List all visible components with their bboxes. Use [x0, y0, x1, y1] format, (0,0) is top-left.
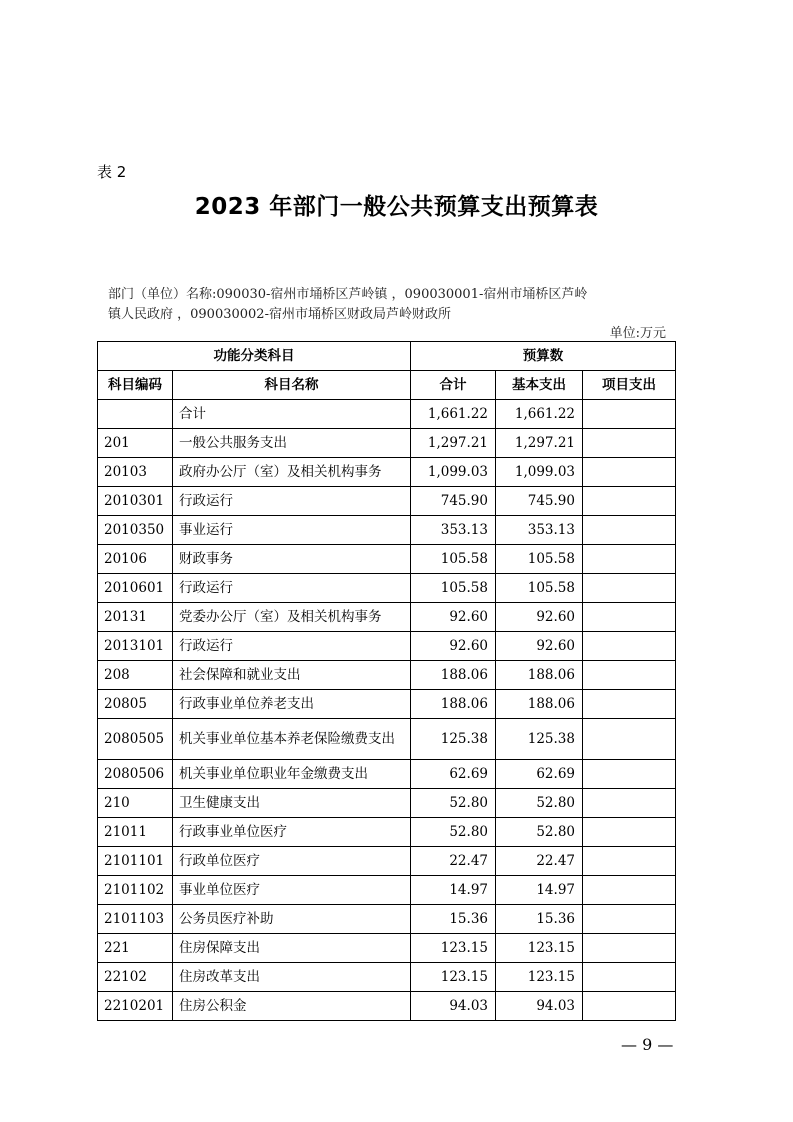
cell-name: 财政事务	[173, 545, 411, 574]
page-number: — 9 —	[621, 1035, 674, 1054]
cell-name: 行政运行	[173, 487, 411, 516]
cell-project	[583, 760, 676, 789]
cell-total: 125.38	[411, 719, 496, 760]
cell-basic: 94.03	[496, 992, 583, 1021]
table-row	[98, 545, 676, 574]
budget-table	[97, 341, 676, 1021]
cell-code: 221	[98, 934, 173, 963]
cell-code: 201	[98, 429, 173, 458]
cell-total: 105.58	[411, 545, 496, 574]
cell-project	[583, 429, 676, 458]
cell-basic: 92.60	[496, 632, 583, 661]
cell-total: 22.47	[411, 847, 496, 876]
cell-project	[583, 458, 676, 487]
table-row	[98, 429, 676, 458]
cell-project	[583, 545, 676, 574]
cell-name: 公务员医疗补助	[173, 905, 411, 934]
cell-total: 188.06	[411, 661, 496, 690]
table-label: 表 2	[97, 163, 127, 181]
cell-name: 行政运行	[173, 632, 411, 661]
cell-total: 92.60	[411, 632, 496, 661]
cell-basic: 62.69	[496, 760, 583, 789]
cell-project	[583, 876, 676, 905]
cell-total: 745.90	[411, 487, 496, 516]
cell-project	[583, 905, 676, 934]
cell-name: 机关事业单位职业年金缴费支出	[173, 760, 411, 789]
cell-basic: 52.80	[496, 818, 583, 847]
cell-basic: 15.36	[496, 905, 583, 934]
table-row	[98, 487, 676, 516]
cell-code: 20103	[98, 458, 173, 487]
cell-total: 123.15	[411, 934, 496, 963]
header-basic: 基本支出	[496, 371, 583, 400]
cell-basic: 353.13	[496, 516, 583, 545]
cell-name: 卫生健康支出	[173, 789, 411, 818]
cell-code: 2101103	[98, 905, 173, 934]
cell-total: 353.13	[411, 516, 496, 545]
cell-name: 机关事业单位基本养老保险缴费支出	[173, 719, 411, 760]
cell-total: 1,297.21	[411, 429, 496, 458]
cell-basic: 14.97	[496, 876, 583, 905]
cell-project	[583, 934, 676, 963]
cell-code: 2010301	[98, 487, 173, 516]
cell-name: 事业运行	[173, 516, 411, 545]
cell-name: 行政单位医疗	[173, 847, 411, 876]
cell-name: 住房改革支出	[173, 963, 411, 992]
cell-name: 住房公积金	[173, 992, 411, 1021]
cell-project	[583, 487, 676, 516]
cell-basic: 123.15	[496, 963, 583, 992]
cell-basic: 123.15	[496, 934, 583, 963]
cell-basic: 188.06	[496, 661, 583, 690]
cell-total: 105.58	[411, 574, 496, 603]
cell-code	[98, 400, 173, 429]
cell-total: 14.97	[411, 876, 496, 905]
cell-basic: 22.47	[496, 847, 583, 876]
cell-name: 一般公共服务支出	[173, 429, 411, 458]
cell-code: 2210201	[98, 992, 173, 1021]
cell-name: 行政运行	[173, 574, 411, 603]
department-line: 部门（单位）名称:090030-宿州市埇桥区芦岭镇 ，090030001-宿州市埇桥区芦岭镇人民政府 ，090030002-宿州市埇桥区财政局芦岭财政所	[108, 287, 588, 322]
table-row	[98, 400, 676, 429]
cell-total: 94.03	[411, 992, 496, 1021]
cell-basic: 188.06	[496, 690, 583, 719]
cell-project	[583, 719, 676, 760]
cell-basic: 1,297.21	[496, 429, 583, 458]
table-row	[98, 516, 676, 545]
cell-name: 政府办公厅（室）及相关机构事务	[173, 458, 411, 487]
table-row	[98, 574, 676, 603]
cell-project	[583, 818, 676, 847]
cell-code: 2101101	[98, 847, 173, 876]
header-budget-group: 预算数	[411, 342, 676, 371]
cell-project	[583, 632, 676, 661]
cell-name: 行政事业单位医疗	[173, 818, 411, 847]
cell-project	[583, 690, 676, 719]
cell-basic: 105.58	[496, 574, 583, 603]
header-total: 合计	[411, 371, 496, 400]
page-title: 2023 年部门一般公共预算支出预算表	[194, 194, 599, 220]
header-code: 科目编码	[98, 371, 173, 400]
table-row	[98, 661, 676, 690]
cell-code: 20805	[98, 690, 173, 719]
table-row	[98, 789, 676, 818]
cell-name: 党委办公厅（室）及相关机构事务	[173, 603, 411, 632]
cell-code: 2080506	[98, 760, 173, 789]
cell-basic: 92.60	[496, 603, 583, 632]
cell-project	[583, 847, 676, 876]
cell-basic: 1,661.22	[496, 400, 583, 429]
cell-name: 合计	[173, 400, 411, 429]
cell-total: 52.80	[411, 818, 496, 847]
cell-total: 92.60	[411, 603, 496, 632]
cell-code: 208	[98, 661, 173, 690]
header-group-row	[98, 342, 676, 371]
cell-code: 21011	[98, 818, 173, 847]
cell-basic: 1,099.03	[496, 458, 583, 487]
table-row	[98, 847, 676, 876]
table-row	[98, 719, 676, 760]
cell-total: 1,661.22	[411, 400, 496, 429]
cell-basic: 125.38	[496, 719, 583, 760]
cell-project	[583, 603, 676, 632]
cell-name: 社会保障和就业支出	[173, 661, 411, 690]
cell-total: 188.06	[411, 690, 496, 719]
cell-code: 210	[98, 789, 173, 818]
table-row	[98, 905, 676, 934]
cell-code: 2101102	[98, 876, 173, 905]
cell-code: 2010350	[98, 516, 173, 545]
cell-code: 22102	[98, 963, 173, 992]
header-project: 项目支出	[583, 371, 676, 400]
cell-project	[583, 400, 676, 429]
table-row	[98, 458, 676, 487]
cell-total: 52.80	[411, 789, 496, 818]
cell-basic: 105.58	[496, 545, 583, 574]
header-column-row	[98, 371, 676, 400]
unit-label: 单位:万元	[609, 326, 666, 341]
cell-project	[583, 963, 676, 992]
cell-project	[583, 574, 676, 603]
table-row	[98, 963, 676, 992]
table-row	[98, 632, 676, 661]
cell-total: 62.69	[411, 760, 496, 789]
cell-project	[583, 992, 676, 1021]
table-row	[98, 992, 676, 1021]
cell-code: 2013101	[98, 632, 173, 661]
cell-code: 20106	[98, 545, 173, 574]
cell-code: 2010601	[98, 574, 173, 603]
table-row	[98, 690, 676, 719]
cell-project	[583, 516, 676, 545]
table-row	[98, 876, 676, 905]
table-row	[98, 760, 676, 789]
cell-project	[583, 789, 676, 818]
cell-total: 15.36	[411, 905, 496, 934]
cell-basic: 52.80	[496, 789, 583, 818]
cell-project	[583, 661, 676, 690]
cell-name: 行政事业单位养老支出	[173, 690, 411, 719]
table-row	[98, 603, 676, 632]
cell-code: 20131	[98, 603, 173, 632]
cell-code: 2080505	[98, 719, 173, 760]
table-row	[98, 818, 676, 847]
table-body	[98, 400, 676, 1021]
cell-name: 事业单位医疗	[173, 876, 411, 905]
cell-total: 123.15	[411, 963, 496, 992]
cell-name: 住房保障支出	[173, 934, 411, 963]
cell-basic: 745.90	[496, 487, 583, 516]
table-row	[98, 934, 676, 963]
cell-total: 1,099.03	[411, 458, 496, 487]
header-name: 科目名称	[173, 371, 411, 400]
header-category-group: 功能分类科目	[98, 342, 411, 371]
